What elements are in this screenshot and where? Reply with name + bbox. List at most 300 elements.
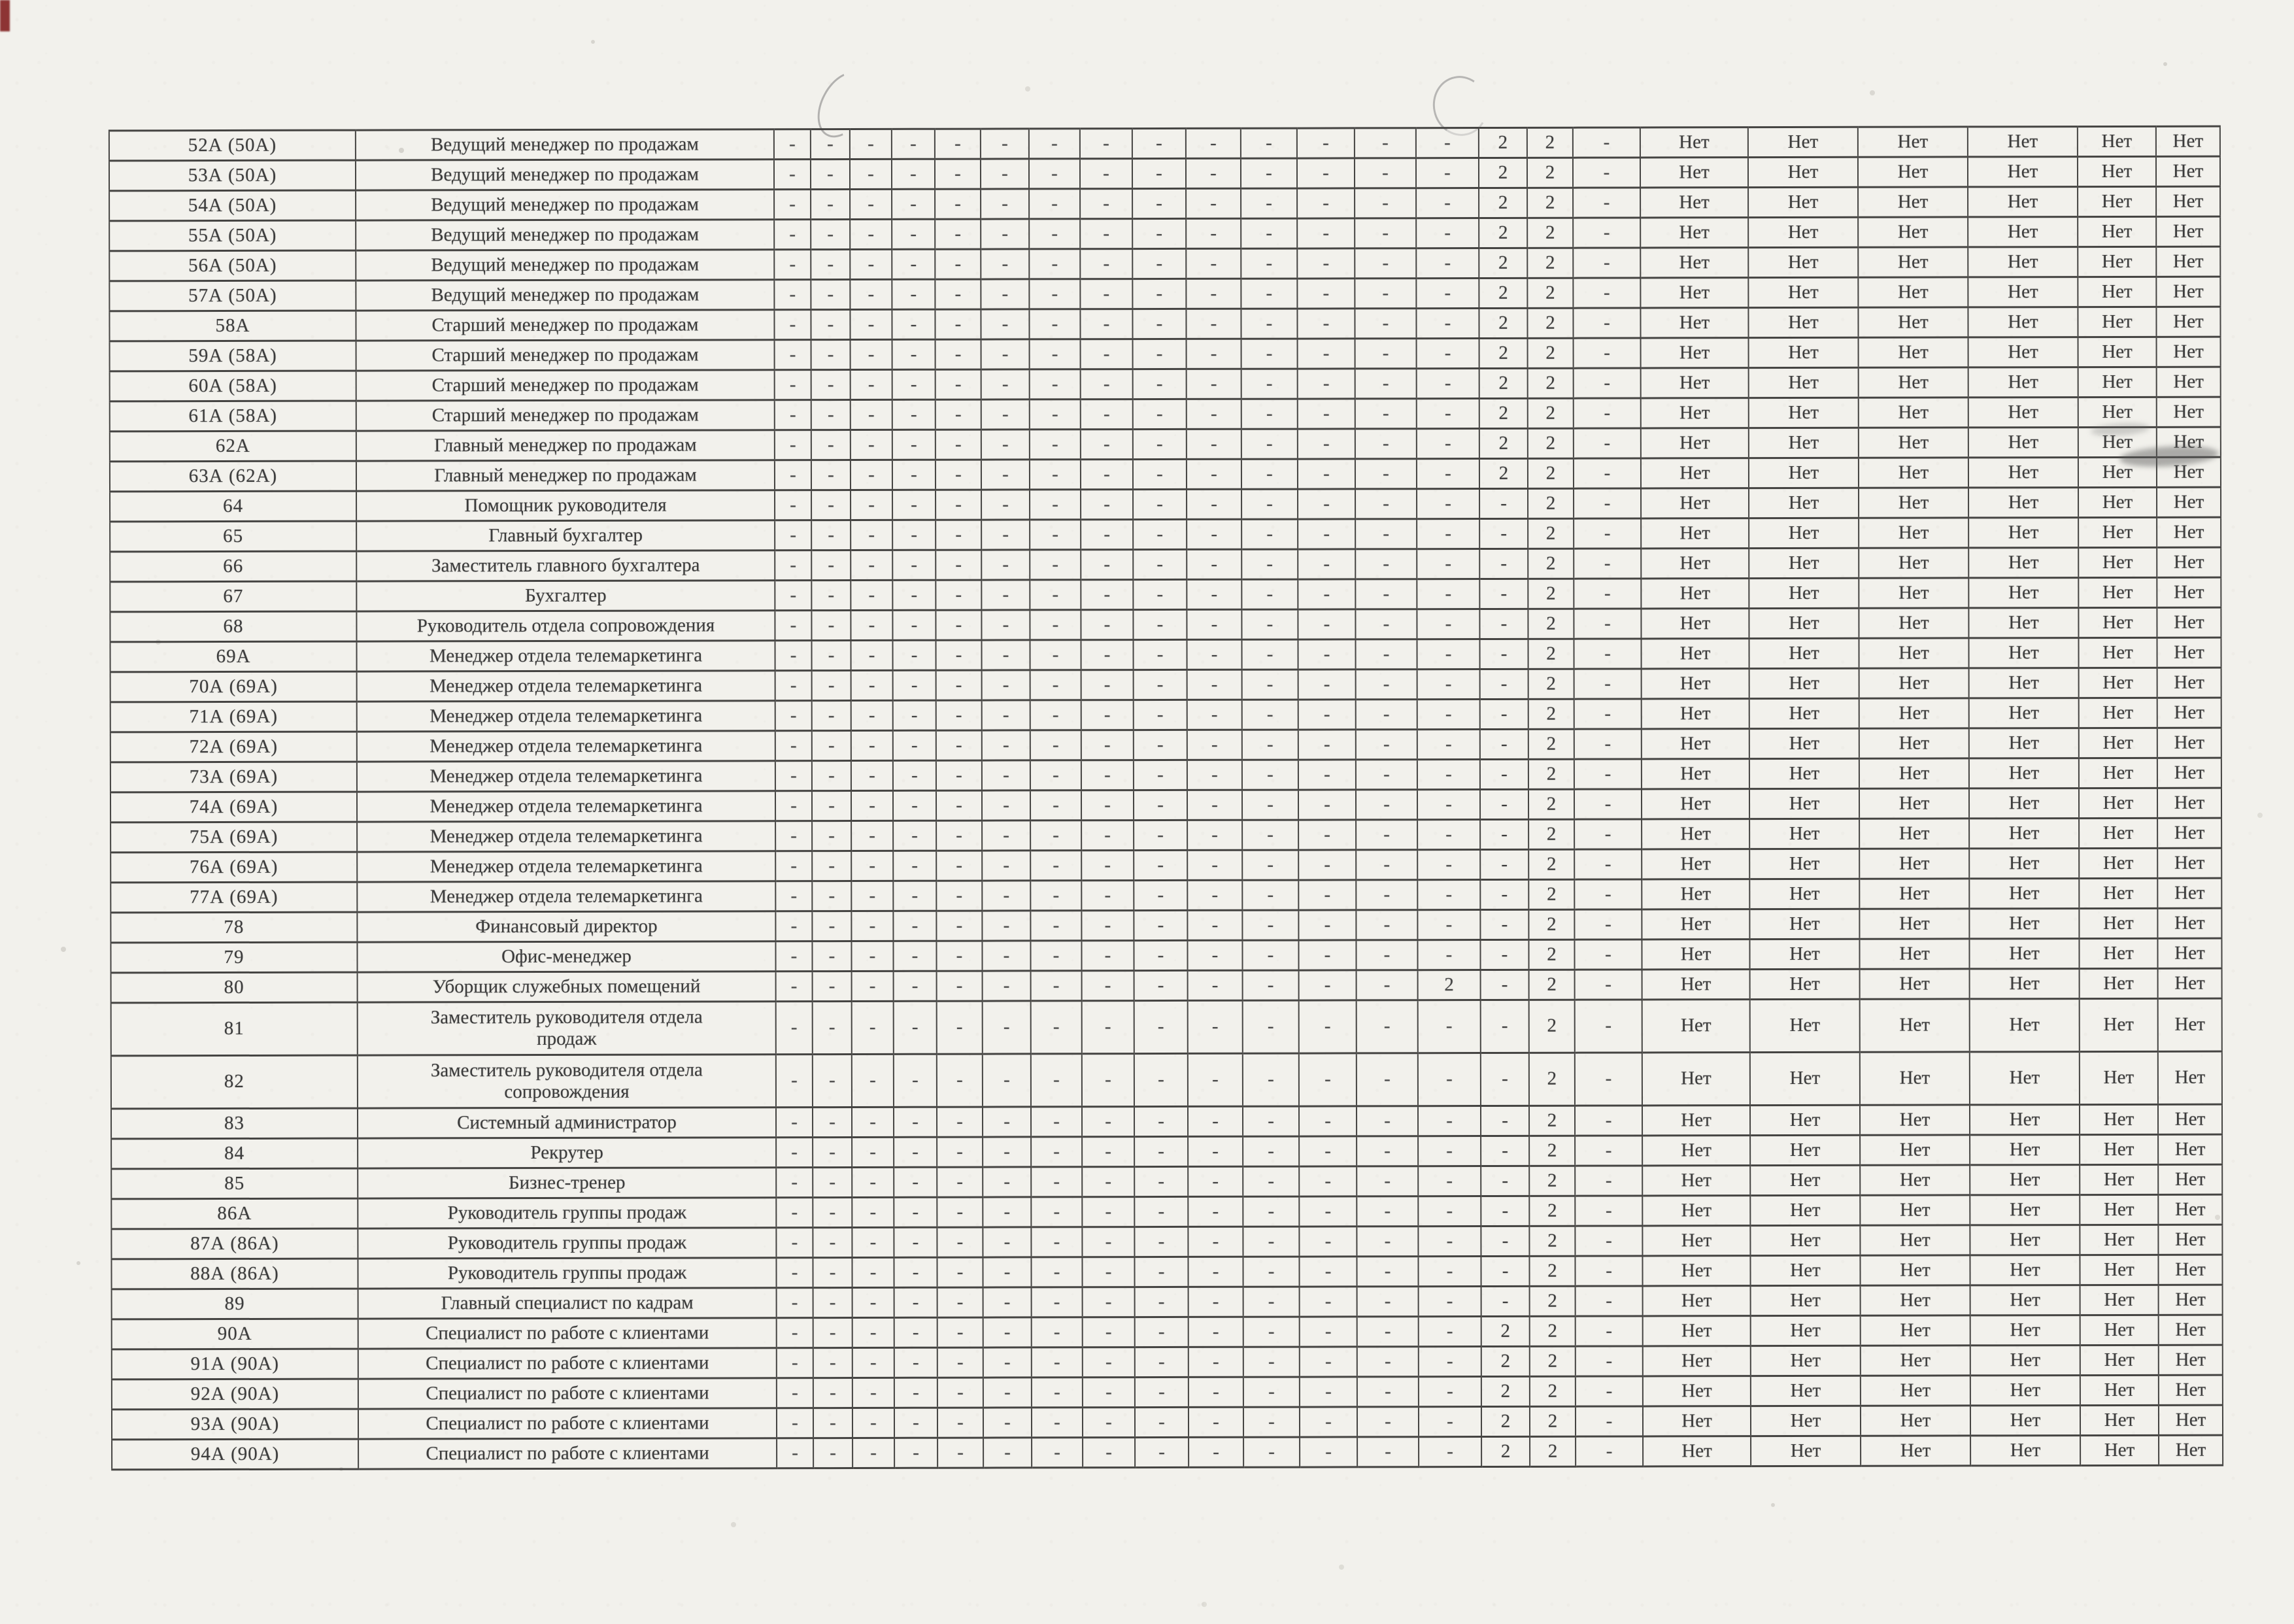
row-id-cell: 66 bbox=[110, 551, 356, 582]
flag-value-cell: Нет bbox=[2079, 818, 2157, 848]
grid-value-cell: - bbox=[811, 581, 851, 611]
flag-value-cell: Нет bbox=[1642, 939, 1749, 970]
position-title-cell bbox=[356, 280, 774, 311]
grid-value-cell: - bbox=[1081, 580, 1133, 610]
grid-value-cell: - bbox=[813, 1438, 852, 1468]
count-value-cell: 2 bbox=[1479, 398, 1528, 428]
grid-value-cell: - bbox=[1134, 1053, 1188, 1106]
flag-value-cell: Нет bbox=[2156, 186, 2220, 216]
grid-value-cell: - bbox=[775, 851, 812, 881]
grid-value-cell: - bbox=[1574, 699, 1642, 729]
count-value-cell: 2 bbox=[1528, 609, 1574, 639]
flag-value-cell: Нет bbox=[2159, 1345, 2223, 1375]
grid-value-cell: - bbox=[1030, 610, 1081, 640]
flag-value-cell: Нет bbox=[1642, 1000, 1750, 1053]
grid-value-cell: - bbox=[851, 881, 893, 911]
grid-value-cell: - bbox=[936, 640, 981, 670]
flag-value-cell: Нет bbox=[1640, 278, 1748, 308]
table-row bbox=[112, 1315, 2223, 1349]
grid-value-cell: - bbox=[775, 550, 811, 581]
position-title-cell bbox=[356, 520, 775, 551]
grid-value-cell: - bbox=[1299, 1257, 1357, 1287]
grid-value-cell: - bbox=[851, 760, 893, 790]
grid-value-cell: - bbox=[894, 1317, 937, 1347]
count-value-cell: - bbox=[1479, 579, 1528, 609]
count-value-cell: 2 bbox=[1529, 1000, 1575, 1053]
position-title-cell bbox=[358, 1055, 776, 1108]
flag-value-cell: Нет bbox=[1750, 1135, 1860, 1165]
count-value-cell: 2 bbox=[1530, 1316, 1576, 1346]
grid-value-cell: - bbox=[1134, 850, 1187, 880]
flag-value-cell: Нет bbox=[1858, 127, 1968, 157]
grid-value-cell: - bbox=[1356, 940, 1417, 970]
count-value-cell: - bbox=[1481, 1053, 1529, 1106]
grid-value-cell: - bbox=[1241, 279, 1297, 309]
flag-value-cell: Нет bbox=[2079, 758, 2157, 788]
grid-value-cell: - bbox=[981, 550, 1030, 580]
grid-value-cell: - bbox=[981, 520, 1030, 550]
row-id-cell: 55А (50А) bbox=[109, 220, 356, 251]
grid-value-cell: - bbox=[1189, 1317, 1243, 1347]
flag-value-cell: Нет bbox=[1749, 909, 1859, 939]
position-title-text: Главный менеджер по продажам bbox=[434, 434, 697, 456]
grid-value-cell: - bbox=[936, 790, 982, 820]
grid-value-cell: - bbox=[1029, 129, 1080, 159]
grid-value-cell: - bbox=[1297, 158, 1355, 188]
count-value-cell: - bbox=[1479, 609, 1528, 639]
flag-value-cell: Нет bbox=[1643, 1316, 1751, 1346]
grid-value-cell: - bbox=[1032, 1287, 1083, 1317]
grid-value-cell: - bbox=[1083, 1408, 1135, 1438]
grid-value-cell: - bbox=[1241, 489, 1298, 519]
count-value-cell: 2 bbox=[1530, 1286, 1576, 1316]
grid-value-cell: - bbox=[1297, 309, 1355, 339]
grid-value-cell: - bbox=[811, 641, 851, 671]
grid-value-cell: - bbox=[1298, 850, 1356, 880]
flag-value-cell: Нет bbox=[1858, 247, 1968, 277]
grid-value-cell: - bbox=[777, 1348, 813, 1378]
grid-value-cell: - bbox=[774, 190, 811, 220]
flag-value-cell: Нет bbox=[1641, 428, 1749, 458]
grid-value-cell: - bbox=[1189, 1377, 1243, 1407]
grid-value-cell: - bbox=[936, 670, 982, 700]
grid-value-cell: - bbox=[1574, 849, 1642, 879]
grid-value-cell: - bbox=[1357, 1377, 1419, 1407]
flag-value-cell: Нет bbox=[2156, 307, 2220, 337]
grid-value-cell: - bbox=[1080, 309, 1132, 339]
grid-value-cell: - bbox=[1188, 1000, 1243, 1053]
grid-value-cell: - bbox=[892, 369, 936, 399]
grid-value-cell: - bbox=[892, 430, 936, 460]
grid-value-cell: - bbox=[1419, 1316, 1481, 1346]
grid-value-cell: - bbox=[1135, 1377, 1189, 1407]
grid-value-cell: - bbox=[1241, 158, 1297, 188]
position-title-text: Менеджер отдела телемаркетинга bbox=[429, 645, 703, 667]
grid-value-cell: - bbox=[1030, 399, 1081, 430]
position-title-cell bbox=[356, 160, 774, 190]
grid-value-cell: - bbox=[852, 1408, 894, 1438]
grid-value-cell: - bbox=[937, 1347, 983, 1378]
grid-value-cell: - bbox=[811, 370, 851, 400]
row-id-cell: 77А (69А) bbox=[110, 882, 357, 913]
table-row bbox=[110, 848, 2221, 883]
flag-value-cell: Нет bbox=[2157, 908, 2221, 938]
flag-value-cell: Нет bbox=[1640, 127, 1748, 158]
count-value-cell: 2 bbox=[1481, 1406, 1530, 1436]
flag-value-cell: Нет bbox=[2159, 1435, 2223, 1465]
count-value-cell: 2 bbox=[1528, 488, 1574, 518]
grid-value-cell: - bbox=[1417, 699, 1480, 729]
grid-value-cell: - bbox=[1241, 369, 1298, 399]
flag-value-cell: Нет bbox=[1969, 668, 2079, 698]
count-value-cell: 2 bbox=[1528, 849, 1574, 879]
flag-value-cell: Нет bbox=[1640, 308, 1748, 338]
grid-value-cell: - bbox=[1030, 700, 1081, 730]
position-title-text: Заместитель руководителя отдела сопровождения bbox=[430, 1059, 703, 1103]
grid-value-cell: - bbox=[1134, 1257, 1188, 1287]
grid-value-cell: - bbox=[851, 941, 893, 971]
flag-value-cell: Нет bbox=[2080, 1345, 2159, 1375]
grid-value-cell: - bbox=[813, 972, 852, 1002]
grid-value-cell: - bbox=[1298, 549, 1355, 579]
count-value-cell: 2 bbox=[1528, 428, 1574, 458]
flag-value-cell: Нет bbox=[1969, 879, 2079, 909]
count-value-cell: 2 bbox=[1529, 1106, 1575, 1136]
grid-value-cell: - bbox=[775, 701, 812, 731]
count-value-cell: 2 bbox=[1529, 970, 1575, 1000]
flag-value-cell: Нет bbox=[1642, 970, 1750, 1000]
grid-value-cell: - bbox=[775, 490, 811, 520]
grid-value-cell: - bbox=[892, 640, 936, 670]
count-value-cell: - bbox=[1480, 849, 1528, 879]
grid-value-cell: - bbox=[1298, 399, 1355, 429]
count-value-cell: 2 bbox=[1528, 579, 1574, 609]
grid-value-cell: - bbox=[1186, 218, 1241, 248]
grid-value-cell: - bbox=[1134, 1136, 1188, 1166]
grid-value-cell: - bbox=[1355, 489, 1417, 519]
grid-value-cell: - bbox=[851, 670, 893, 700]
position-title-text: Главный менеджер по продажам bbox=[434, 464, 697, 486]
flag-value-cell: Нет bbox=[1858, 307, 1968, 337]
grid-value-cell: - bbox=[852, 1378, 894, 1408]
row-id-cell: 80 bbox=[111, 972, 358, 1003]
flag-value-cell: Нет bbox=[1748, 187, 1858, 217]
grid-value-cell: - bbox=[936, 730, 982, 760]
grid-value-cell: - bbox=[1241, 188, 1297, 218]
count-value-cell: - bbox=[1481, 1286, 1530, 1316]
flag-value-cell: Нет bbox=[2157, 607, 2221, 637]
flag-value-cell: Нет bbox=[1749, 488, 1859, 518]
grid-value-cell: - bbox=[776, 972, 813, 1002]
grid-value-cell: - bbox=[981, 219, 1029, 249]
row-id-cell: 88А (86А) bbox=[111, 1259, 358, 1289]
row-id-cell: 52А (50А) bbox=[109, 130, 356, 161]
grid-value-cell: - bbox=[1242, 760, 1298, 790]
grid-value-cell: - bbox=[893, 730, 936, 760]
count-value-cell: - bbox=[1481, 1196, 1529, 1226]
flag-value-cell: Нет bbox=[2080, 1164, 2158, 1194]
grid-value-cell: - bbox=[936, 851, 982, 881]
grid-value-cell: - bbox=[1082, 1167, 1134, 1197]
flag-value-cell: Нет bbox=[2079, 788, 2157, 818]
table-row bbox=[111, 1164, 2222, 1199]
grid-value-cell: - bbox=[1081, 670, 1134, 700]
flag-value-cell: Нет bbox=[2158, 1104, 2222, 1134]
grid-value-cell: - bbox=[1082, 1227, 1134, 1257]
count-value-cell: 2 bbox=[1528, 669, 1574, 699]
grid-value-cell: - bbox=[1134, 1226, 1188, 1257]
grid-value-cell: - bbox=[1298, 639, 1355, 669]
flag-value-cell: Нет bbox=[1859, 698, 1969, 728]
grid-value-cell: - bbox=[1356, 669, 1417, 700]
count-value-cell: 2 bbox=[1530, 1346, 1576, 1376]
grid-value-cell: - bbox=[851, 730, 893, 760]
grid-value-cell: - bbox=[1575, 1053, 1642, 1106]
grid-value-cell: - bbox=[1081, 911, 1134, 941]
grid-value-cell: - bbox=[1418, 1136, 1481, 1166]
position-title-text: Бухгалтер bbox=[525, 584, 607, 606]
grid-value-cell: - bbox=[1132, 279, 1186, 309]
grid-value-cell: - bbox=[1187, 489, 1241, 519]
grid-value-cell: - bbox=[811, 340, 851, 370]
grid-value-cell: - bbox=[1417, 819, 1480, 849]
grid-value-cell: - bbox=[1243, 1053, 1299, 1106]
flag-value-cell: Нет bbox=[1861, 1376, 1970, 1406]
count-value-cell: 2 bbox=[1529, 1136, 1575, 1166]
grid-value-cell: - bbox=[1187, 669, 1242, 700]
flag-value-cell: Нет bbox=[2078, 517, 2157, 547]
grid-value-cell: - bbox=[936, 460, 981, 490]
position-title-cell bbox=[356, 460, 775, 491]
grid-value-cell: - bbox=[1241, 609, 1298, 639]
flag-value-cell: Нет bbox=[2158, 1225, 2222, 1255]
flag-value-cell: Нет bbox=[1860, 1105, 1970, 1135]
grid-value-cell: - bbox=[983, 1408, 1032, 1438]
grid-value-cell: - bbox=[1574, 939, 1642, 970]
grid-value-cell: - bbox=[1187, 820, 1242, 850]
grid-value-cell: - bbox=[1241, 519, 1298, 549]
grid-value-cell: - bbox=[1417, 338, 1479, 368]
flag-value-cell: Нет bbox=[2159, 1375, 2223, 1405]
count-value-cell: 2 bbox=[1479, 428, 1528, 458]
grid-value-cell: - bbox=[775, 761, 812, 791]
grid-value-cell: - bbox=[1574, 579, 1641, 609]
row-id-cell: 57А (50А) bbox=[109, 280, 356, 311]
grid-value-cell: - bbox=[775, 460, 811, 490]
grid-value-cell: - bbox=[812, 821, 851, 851]
flag-value-cell: Нет bbox=[1859, 578, 1968, 608]
count-value-cell: 2 bbox=[1528, 759, 1574, 789]
grid-value-cell: - bbox=[1241, 218, 1297, 248]
flag-value-cell: Нет bbox=[1860, 1052, 1970, 1105]
grid-value-cell: - bbox=[775, 370, 811, 400]
table-row bbox=[112, 1285, 2223, 1319]
grid-value-cell: - bbox=[813, 1318, 852, 1348]
flag-value-cell: Нет bbox=[2078, 186, 2156, 216]
grid-value-cell: - bbox=[982, 730, 1030, 760]
grid-value-cell: - bbox=[774, 220, 811, 250]
grid-value-cell: - bbox=[1298, 489, 1355, 519]
position-title-cell bbox=[358, 1288, 777, 1319]
flag-value-cell: Нет bbox=[1859, 819, 1969, 849]
grid-value-cell: - bbox=[1031, 1137, 1082, 1167]
flag-value-cell: Нет bbox=[1749, 518, 1859, 548]
grid-value-cell: - bbox=[777, 1378, 813, 1408]
grid-value-cell: - bbox=[812, 851, 851, 881]
grid-value-cell: - bbox=[1357, 1000, 1418, 1053]
grid-value-cell: - bbox=[1189, 1407, 1243, 1437]
grid-value-cell: - bbox=[983, 1378, 1032, 1408]
grid-value-cell: - bbox=[851, 790, 893, 820]
row-id-cell: 81 bbox=[111, 1002, 358, 1056]
grid-value-cell: - bbox=[893, 760, 936, 790]
grid-value-cell: - bbox=[1241, 429, 1298, 459]
grid-value-cell: - bbox=[937, 1167, 983, 1197]
grid-value-cell: - bbox=[981, 580, 1030, 610]
grid-value-cell: - bbox=[1242, 850, 1298, 880]
grid-value-cell: - bbox=[1080, 129, 1132, 159]
table-row bbox=[109, 246, 2220, 281]
grid-value-cell: - bbox=[981, 399, 1030, 430]
grid-value-cell: - bbox=[852, 1287, 894, 1317]
grid-value-cell: - bbox=[1355, 128, 1416, 158]
grid-value-cell: - bbox=[892, 129, 935, 159]
flag-value-cell: Нет bbox=[2159, 1405, 2223, 1435]
grid-value-cell: - bbox=[1300, 1347, 1357, 1377]
flag-value-cell: Нет bbox=[1968, 578, 2078, 608]
flag-value-cell: Нет bbox=[1751, 1376, 1861, 1406]
flag-value-cell: Нет bbox=[2080, 1435, 2159, 1465]
grid-value-cell: - bbox=[1416, 158, 1479, 188]
grid-value-cell: - bbox=[811, 550, 851, 581]
grid-value-cell: - bbox=[1417, 398, 1479, 428]
grid-value-cell: - bbox=[1030, 941, 1081, 971]
flag-value-cell: Нет bbox=[1750, 1195, 1860, 1225]
count-value-cell: 2 bbox=[1481, 1316, 1530, 1346]
grid-value-cell: - bbox=[1298, 519, 1355, 549]
count-value-cell: 2 bbox=[1527, 127, 1573, 158]
grid-value-cell: - bbox=[892, 520, 936, 550]
grid-value-cell: - bbox=[1030, 369, 1081, 399]
grid-value-cell: - bbox=[1081, 430, 1133, 460]
flag-value-cell: Нет bbox=[1968, 367, 2078, 398]
row-id-cell: 70А (69А) bbox=[110, 671, 357, 702]
row-id-cell: 63А (62А) bbox=[110, 461, 356, 492]
grid-value-cell: - bbox=[894, 1054, 937, 1107]
grid-value-cell: - bbox=[1081, 941, 1134, 971]
grid-value-cell: - bbox=[981, 309, 1029, 339]
count-value-cell: - bbox=[1481, 1256, 1529, 1286]
grid-value-cell: - bbox=[893, 851, 936, 881]
table-row bbox=[110, 758, 2221, 792]
grid-value-cell: - bbox=[1417, 579, 1479, 609]
grid-value-cell: - bbox=[1186, 128, 1241, 158]
row-id-cell: 83 bbox=[111, 1108, 358, 1139]
flag-value-cell: Нет bbox=[1749, 638, 1859, 668]
grid-value-cell: - bbox=[1574, 338, 1641, 368]
grid-value-cell: - bbox=[1357, 1407, 1419, 1437]
position-title-text: Старший менеджер по продажам bbox=[431, 404, 699, 426]
grid-value-cell: - bbox=[1241, 579, 1298, 609]
table-row bbox=[112, 1345, 2223, 1379]
count-value-cell: 2 bbox=[1528, 549, 1574, 579]
position-title-cell bbox=[356, 340, 775, 371]
grid-value-cell: - bbox=[1242, 669, 1298, 700]
flag-value-cell: Нет bbox=[2157, 668, 2221, 698]
flag-value-cell: Нет bbox=[1859, 548, 1968, 578]
grid-value-cell: - bbox=[1134, 940, 1187, 970]
grid-value-cell: - bbox=[852, 1257, 894, 1287]
flag-value-cell: Нет bbox=[1860, 969, 1970, 999]
grid-value-cell: - bbox=[1032, 1378, 1083, 1408]
grid-value-cell: - bbox=[1030, 460, 1081, 490]
grid-value-cell: - bbox=[1032, 1438, 1083, 1468]
grid-value-cell: - bbox=[1299, 1000, 1357, 1053]
count-value-cell: - bbox=[1480, 789, 1528, 819]
grid-value-cell: - bbox=[1357, 1437, 1419, 1467]
flag-value-cell: Нет bbox=[2159, 1285, 2223, 1315]
grid-value-cell: - bbox=[982, 820, 1030, 851]
grid-value-cell: - bbox=[892, 249, 935, 279]
flag-value-cell: Нет bbox=[1859, 488, 1968, 518]
grid-value-cell: - bbox=[1419, 1286, 1481, 1316]
flag-value-cell: Нет bbox=[1749, 458, 1859, 488]
grid-value-cell: - bbox=[1298, 700, 1356, 730]
grid-value-cell: - bbox=[852, 1167, 894, 1197]
grid-value-cell: - bbox=[1081, 550, 1133, 580]
flag-value-cell: Нет bbox=[1859, 758, 1969, 788]
grid-value-cell: - bbox=[1299, 1106, 1357, 1136]
row-id-cell: 69А bbox=[110, 641, 356, 672]
grid-value-cell: - bbox=[982, 760, 1030, 790]
position-title-text: Финансовый директор bbox=[475, 915, 658, 938]
grid-value-cell: - bbox=[1134, 820, 1187, 850]
grid-value-cell: - bbox=[1356, 820, 1417, 850]
grid-value-cell: - bbox=[936, 490, 981, 520]
grid-value-cell: - bbox=[1030, 820, 1081, 851]
position-title-cell bbox=[357, 821, 775, 852]
grid-value-cell: - bbox=[776, 1228, 813, 1258]
grid-value-cell: - bbox=[1187, 609, 1241, 639]
position-title-text: Помощник руководителя bbox=[464, 494, 667, 516]
flag-value-cell: Нет bbox=[2078, 307, 2156, 337]
flag-value-cell: Нет bbox=[1643, 1376, 1751, 1406]
flag-value-cell: Нет bbox=[2078, 607, 2157, 637]
position-title-cell bbox=[356, 250, 774, 280]
position-title-text: Руководитель отдела сопровождения bbox=[416, 615, 715, 637]
grid-value-cell: - bbox=[936, 550, 981, 580]
grid-value-cell: - bbox=[893, 911, 936, 941]
grid-value-cell: - bbox=[1416, 188, 1479, 218]
grid-value-cell: - bbox=[893, 790, 936, 820]
flag-value-cell: Нет bbox=[2156, 156, 2220, 186]
grid-value-cell: - bbox=[1574, 428, 1641, 458]
count-value-cell: 2 bbox=[1528, 879, 1574, 909]
position-title-cell bbox=[358, 1438, 777, 1469]
grid-value-cell: - bbox=[1243, 1226, 1299, 1257]
grid-value-cell: - bbox=[1081, 881, 1134, 911]
flag-value-cell: Нет bbox=[2078, 487, 2157, 517]
count-value-cell: 2 bbox=[1479, 338, 1528, 368]
count-value-cell: - bbox=[1480, 909, 1528, 939]
grid-value-cell: - bbox=[1299, 1226, 1357, 1257]
flag-value-cell: Нет bbox=[1749, 788, 1859, 819]
grid-value-cell: - bbox=[1300, 1317, 1357, 1347]
grid-value-cell: - bbox=[1132, 309, 1186, 339]
grid-value-cell: - bbox=[983, 1197, 1031, 1227]
grid-value-cell: - bbox=[1300, 1437, 1357, 1467]
grid-value-cell: - bbox=[851, 851, 893, 881]
